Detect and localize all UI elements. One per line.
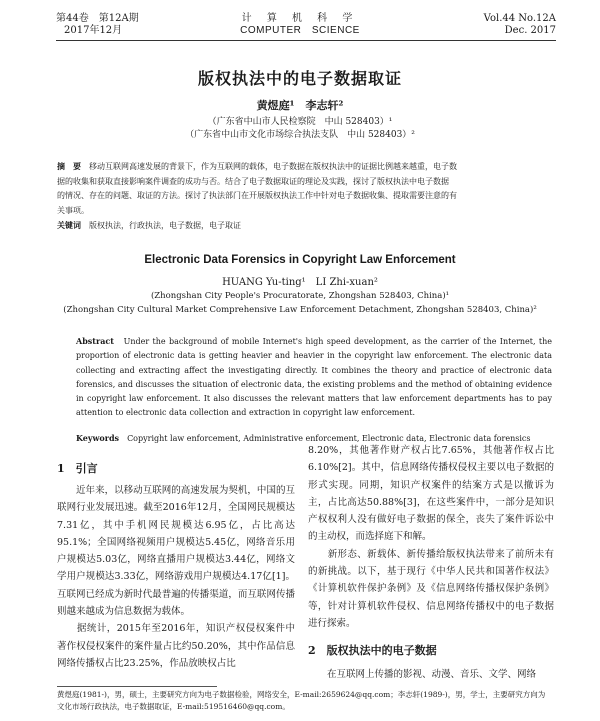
header-volume-cn: 第44卷 第12A期 [56,13,139,24]
header-date-cn: 2017年12月 [64,25,123,36]
abstract-cn-line-4: 关事项。 [57,205,89,215]
header-journal-en: COMPUTER SCIENCE [240,25,360,36]
section-1-continuation-2: 新形态、新载体、新传播给版权执法带来了前所未有的新挑战。以下，基于现行《中华人民共和国著作权法》《计算机软件保护条例》及《信息网络传播权保护条例》等，针对计算机软件侵权、信息网络传播权中的电子数据进行探索。 [308,548,554,629]
right-column [308,442,554,683]
section-2-paragraph-1: 在互联网上传播的影视、动漫、音乐、文学、网络 [308,668,537,680]
left-column [57,482,295,672]
header-rule [56,40,556,41]
footnote-line-1: 黄煜庭(1981-)，男，硕士，主要研究方向为电子数据检验，网络安全，E-mail:2659624@qq.com；李志轩(1989-)，男，学士，主要研究方向为 [57,690,546,699]
page-title-cn: 版权执法中的电子数据取证 [197,69,402,88]
keywords-cn-label: 关键词 [57,220,81,230]
abstract-cn-line-1 [57,159,557,175]
affiliation-cn-2: （广东省中山市文化市场综合执法支队 中山 528403）² [185,130,415,140]
affiliation-en-1: (Zhongshan City People's Procuratorate, Zhongshan 528403, China)¹ [150,291,450,301]
keywords-cn-text: 版权执法，行政执法，电子数据，电子取证 [89,221,241,230]
footnote [57,689,557,713]
keywords-en-text: Copyright law enforcement, Administrative enforcement, Electronic data, Electronic data forensics [127,434,531,443]
header-journal-cn: 计 算 机 科 学 [241,13,359,24]
authors-en: HUANG Yu-ting¹ LI Zhi-xuan² [222,277,378,288]
section-1-paragraph-1: 近年来，以移动互联网的高速发展为契机，中国的互联网行业发展迅速。截至2016年12月，全国网民规模达7.31亿，其中手机网民规模达6.95亿，占比高达95.1%；全国网络视频用户规模达5.45亿，网络音乐用户规模达5.03亿，网络直播用户规模达3.44亿，网络文学用户规模达3.33亿，网络游戏用户规模达4.17亿[1]。互联网已经成为新时代最普遍的传播渠道，而互联网传播则越来越成为信息数据为载体。 [57,485,295,618]
affiliation-en-2: (Zhongshan City Cultural Market Comprehensive Law Enforcement Detachment, Zhongshan 528403, China)² [63,305,537,315]
abstract-cn [57,159,557,234]
header-issue [484,13,556,37]
abstract-cn-label: 摘 要 [57,161,81,171]
page-title-en: Electronic Data Forensics in Copyright Law Enforcement [144,254,456,266]
header-volume-en: Vol.44 No.12A [483,13,556,24]
footnote-line-2: 文化市场行政执法，电子数据取证，E-mail:519516460@qq.com。 [57,702,290,711]
section-1-paragraph-2: 据统计，2015年至2016年，知识产权侵权案件中著作权侵权案件的案件量占比约50.20%，其中作品信息网络传播权占比23.25%，作品放映权占比 [57,623,295,669]
affiliation-cn-1: （广东省中山市人民检察院 中山 528403）¹ [207,117,393,127]
section-1-continuation-1: 8.20%，其他著作财产权占比7.65%，其他著作权占比6.10%[2]。其中，信息网络传播权侵权主要以电子数据的形式实现。同期，知识产权案件的结案方式是以撤诉为主，占比高达50.88%[3]，在这些案件中，一部分是知识产权权利人没有做好电子数据的保全，丧失了案件诉讼中的主动权，而选择庭下和解。 [308,445,554,543]
abstract-en-text: Under the background of mobile Internet's high speed development, as the carrier of the Internet, the proportion of electronic data is getting heavier and heavier in the copyright law enforcement. The electronic data collecting and extracting affect the investigating directly. It combines the theory and practice of electronic data forensics, and discusses the situation of electronic data, the existing problems and the method of obtaining evidence in copyright law enforcement. It also discusses the relevant matters that law enforcement departments has to pay attention to electronic data collection and extraction in copyright law enforcement. [76,337,552,418]
section-2-heading: 2 版权执法中的电子数据 [308,644,437,658]
section-1-heading: 1 引言 [57,462,98,475]
abstract-cn-line-2: 据的收集和获取直接影响案件调查的成功与否。结合了电子数据取证的理论及实践，探讨了版权执法中电子数据 [57,176,449,186]
abstract-cn-text-1: 移动互联网高速发展的背景下，作为互联网的载体，电子数据在版权执法中的证据比例越来越重，电子数 [89,162,457,171]
header-journal [200,13,400,37]
abstract-en [76,334,552,421]
footnote-rule [57,686,217,687]
keywords-en-label: Keywords [76,433,120,443]
abstract-cn-line-3: 的情况、存在的问题、取证的方法。探讨了执法部门在开展版权执法工作中针对电子数据收集、提取需要注意的有 [57,191,457,200]
authors-cn: 黄煜庭¹ 李志轩² [256,99,344,112]
abstract-en-label: Abstract [76,336,114,346]
header-volume [56,13,139,37]
keywords-cn [57,218,557,234]
header-date-en: Dec. 2017 [504,25,556,36]
